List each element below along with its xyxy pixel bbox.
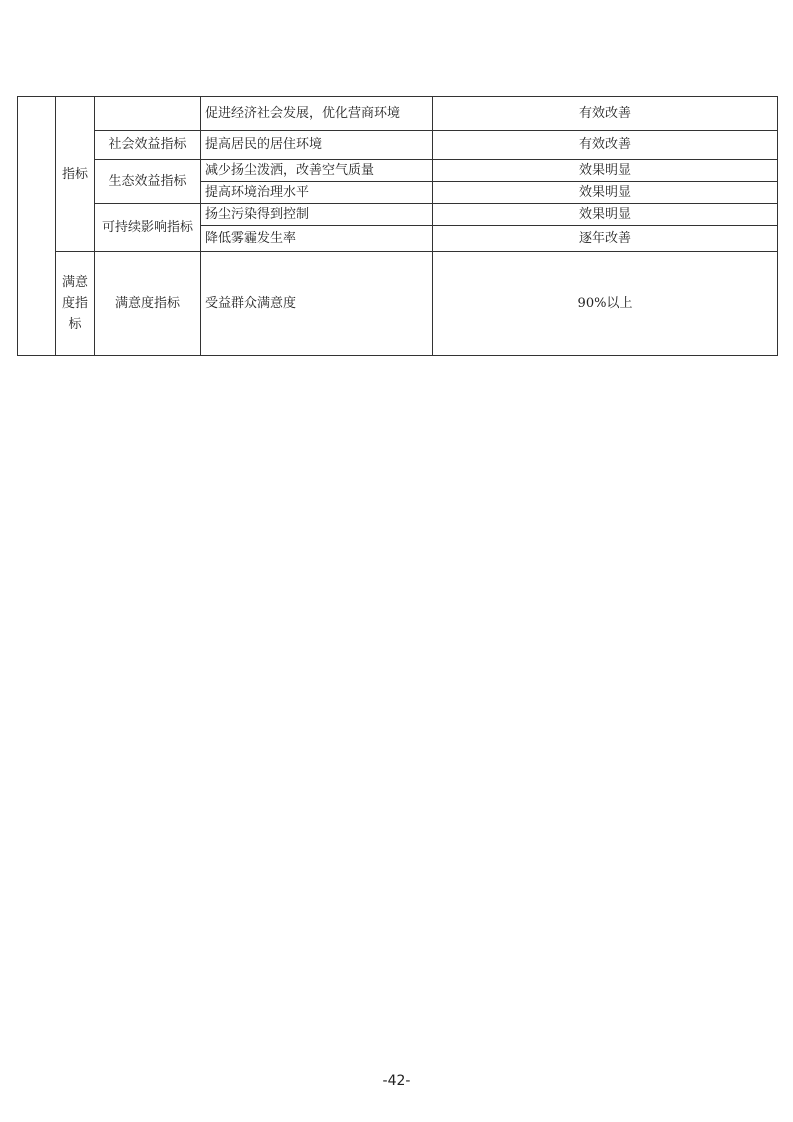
level3-category-cell: 可持续影响指标 xyxy=(95,204,201,252)
satisfaction-level2-label: 满意度指标 xyxy=(61,275,88,332)
table-row xyxy=(18,252,778,356)
blank-first-column-cell xyxy=(18,97,56,356)
indicator-value-cell: 有效改善 xyxy=(433,97,778,131)
indicator-cell: 促进经济社会发展，优化营商环境 xyxy=(201,97,433,131)
indicator-value-cell: 逐年改善 xyxy=(433,226,778,252)
table-row xyxy=(18,204,778,226)
satisfaction-level2-cell xyxy=(56,252,95,356)
indicator-value-cell: 效果明显 xyxy=(433,182,778,204)
page-number: -42- xyxy=(382,1073,411,1089)
indicator-cell: 减少扬尘泼洒，改善空气质量 xyxy=(201,160,433,182)
level2-category-label: 指标 xyxy=(61,166,88,182)
indicator-cell: 提高居民的居住环境 xyxy=(201,131,433,160)
table-row xyxy=(18,97,778,131)
table-row xyxy=(18,131,778,160)
indicator-value-cell: 效果明显 xyxy=(433,204,778,226)
satisfaction-level3-cell: 满意度指标 xyxy=(95,252,201,356)
indicator-value-cell: 效果明显 xyxy=(433,160,778,182)
performance-indicator-table xyxy=(17,96,778,356)
level2-category-cell xyxy=(56,97,95,252)
level3-category-cell: 社会效益指标 xyxy=(95,131,201,160)
satisfaction-value-cell: 90%以上 xyxy=(433,252,778,356)
satisfaction-indicator-cell: 受益群众满意度 xyxy=(201,252,433,356)
table-row xyxy=(18,160,778,182)
level3-category-cell xyxy=(95,97,201,131)
level3-category-cell: 生态效益指标 xyxy=(95,160,201,204)
indicator-cell: 降低雾霾发生率 xyxy=(201,226,433,252)
indicator-value-cell: 有效改善 xyxy=(433,131,778,160)
indicator-cell: 提高环境治理水平 xyxy=(201,182,433,204)
indicator-cell: 扬尘污染得到控制 xyxy=(201,204,433,226)
